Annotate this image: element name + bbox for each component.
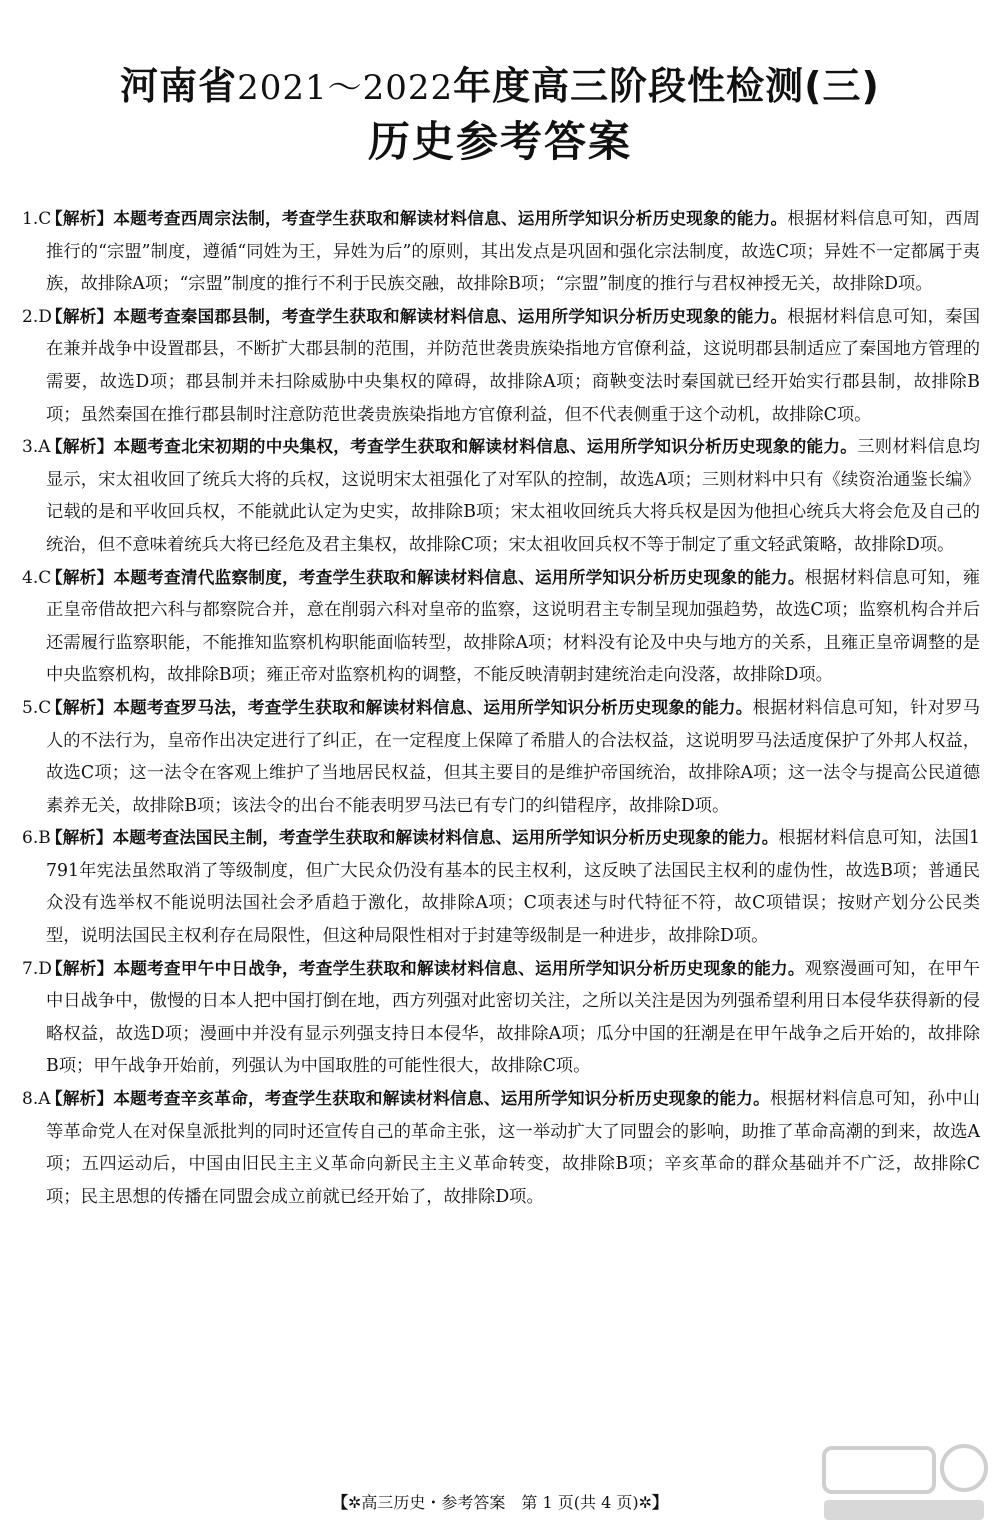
page-header: [0, 62, 1000, 172]
analysis-tag: 【解析】: [46, 306, 114, 326]
answer-item: [22, 301, 980, 431]
analysis-body: 根据材料信息可知，法国1791年宪法虽然取消了等级制度，但广大民众仍没有基本的民主权利，这反映了法国民主权利的虚伪性，故选B项；普通民众没有选举权不能说明法国社会矛盾趋于激化，故排除A项；C项表述与时代特征不符，故C项错误；按财产划分公民类型，说明法国民主权利存在局限性，但这种局限性相对于封建等级制是一种进步，故排除D项。: [46, 828, 981, 947]
answer-number: 2.D: [22, 306, 52, 327]
analysis-lead: 本题考查甲午中日战争，考查学生获取和解读材料信息、运用所学知识分析历史现象的能力。: [113, 958, 805, 978]
exam-title: [0, 62, 1000, 112]
analysis-body: 根据材料信息可知，秦国在兼并战争中设置郡县，不断扩大郡县制的范围，并防范世袭贵族染指地方官僚利益，这说明郡县制适应了秦国地方管理的需要，故选D项；郡县制并未扫除威胁中央集权的障碍，故排除A项；商鞅变法时秦国就已经开始实行郡县制，故排除B项；虽然秦国在推行郡县制时注意防范世袭贵族染指地方官僚利益，但不代表侧重于这个动机，故排除C项。: [46, 306, 981, 425]
answer-number: 5.C: [22, 697, 52, 718]
analysis-tag: 【解析】: [46, 567, 114, 587]
title-years: 2021～2022: [237, 68, 454, 108]
answer-number: 8.A: [22, 1089, 51, 1110]
answer-item: [22, 953, 980, 1083]
analysis-lead: 本题考查清代监察制度，考查学生获取和解读材料信息、运用所学知识分析历史现象的能力。: [113, 567, 805, 587]
answer-number: 4.C: [22, 567, 52, 588]
analysis-tag: 【解析】: [46, 1089, 114, 1109]
watermark-logo: [814, 1438, 994, 1524]
analysis-body: 根据材料信息可知，雍正皇帝借故把六科与都察院合并，意在削弱六科对皇帝的监察，这说明君主专制呈现加强趋势，故选C项；监察机构合并后还需履行监察职能，不能推知监察机构职能面临转型，故排除A项；材料没有论及中央与地方的关系，且雍正皇帝调整的是中央监察机构，故排除B项；雍正帝对监察机构的调整，不能反映清朝封建统治走向没落，故排除D项。: [46, 567, 981, 686]
title-suffix: 年度高三阶段性检测(三): [453, 64, 880, 108]
page-title: 历史参考答案: [367, 117, 632, 166]
answer-list: [22, 203, 980, 1213]
answer-number: 1.C: [22, 209, 52, 229]
answer-item: [22, 1083, 980, 1213]
analysis-body: 根据材料信息可知，孙中山等革命党人在对保皇派批判的同时还宣传自己的革命主张，这一举动扩大了同盟会的影响，助推了革命高潮的到来，故选A项；五四运动后，中国由旧民主主义革命向新民主主义革命转变，故排除B项；辛亥革命的群众基础并不广泛，故排除C项；民主思想的传播在同盟会成立前就已经开始了，故排除D项。: [46, 1089, 980, 1207]
answer-item: [22, 203, 980, 301]
footer-left-mark: 【✲: [331, 1493, 362, 1512]
analysis-lead: 本题考查秦国郡县制，考查学生获取和解读材料信息、运用所学知识分析历史现象的能力。: [113, 306, 788, 326]
footer-right-mark: ✲】: [638, 1493, 669, 1512]
analysis-lead: 本题考查西周宗法制，考查学生获取和解读材料信息、运用所学知识分析历史现象的能力。: [113, 209, 788, 228]
analysis-body: 根据材料信息可知，针对罗马人的不法行为，皇帝作出决定进行了纠正，在一定程度上保障了希腊人的合法权益，这说明罗马法适度保护了外邦人权益，故选C项；这一法令在客观上维护了当地居民权益，但其主要目的是维护帝国统治，故排除A项；这一法令与提高公民道德素养无关，故排除B项；该法令的出台不能表明罗马法已有专门的纠错程序，故排除D项。: [46, 697, 980, 816]
title-prefix: 河南省: [120, 64, 238, 108]
analysis-tag: 【解析】: [46, 828, 113, 848]
analysis-lead: 本题考查法国民主制，考查学生获取和解读材料信息、运用所学知识分析历史现象的能力。: [112, 828, 779, 848]
analysis-tag: 【解析】: [46, 697, 114, 717]
answer-number: 6.B: [22, 828, 51, 849]
analysis-lead: 本题考查辛亥革命，考查学生获取和解读材料信息、运用所学知识分析历史现象的能力。: [113, 1089, 770, 1109]
analysis-body: 三则材料信息均显示，宋太祖收回了统兵大将的兵权，这说明宋太祖强化了对军队的控制，故选A项；三则材料中只有《续资治通鉴长编》记载的是和平收回兵权，不能就此认定为史实，故排除B项；宋太祖收回统兵大将兵权是因为他担心统兵大将会危及自己的统治，但不意味着统兵大将已经危及君主集权，故排除C项；宋太祖收回兵权不等于制定了重文轻武策略，故排除D项。: [46, 437, 981, 555]
answer-item: [22, 562, 980, 692]
footer-text: 高三历史・参考答案 第 1 页(共 4 页): [361, 1493, 639, 1512]
analysis-lead: 本题考查北宋初期的中央集权，考查学生获取和解读材料信息、运用所学知识分析历史现象的能力。: [113, 437, 858, 457]
analysis-tag: 【解析】: [46, 209, 114, 228]
answer-item: [22, 431, 980, 561]
answer-item: [22, 822, 980, 952]
analysis-lead: 本题考查罗马法，考查学生获取和解读材料信息、运用所学知识分析历史现象的能力。: [113, 697, 753, 717]
answer-item: [22, 692, 980, 822]
analysis-body: 根据材料信息可知，西周推行的“宗盟”制度，遵循“同姓为王，异姓为后”的原则，其出发点是巩固和强化宗法制度，故选C项；异姓不一定都属于夷族，故排除A项；“宗盟”制度的推行不利于民族交融，故排除B项；“宗盟”制度的推行与君权神授无关，故排除D项。: [46, 209, 981, 295]
answer-number: 3.A: [22, 437, 51, 458]
analysis-tag: 【解析】: [46, 437, 114, 457]
analysis-body: 观察漫画可知，在甲午中日战争中，傲慢的日本人把中国打倒在地，西方列强对此密切关注，之所以关注是因为列强希望利用日本侵华获得新的侵略权益，故选D项；漫画中并没有显示列强支持日本侵华，故排除A项；瓜分中国的狂潮是在甲午战争之后开始的，故排除B项；甲午战争开始前，列强认为中国取胜的可能性很大，故排除C项。: [46, 958, 981, 1077]
answer-number: 7.D: [22, 958, 52, 979]
analysis-tag: 【解析】: [46, 958, 114, 978]
